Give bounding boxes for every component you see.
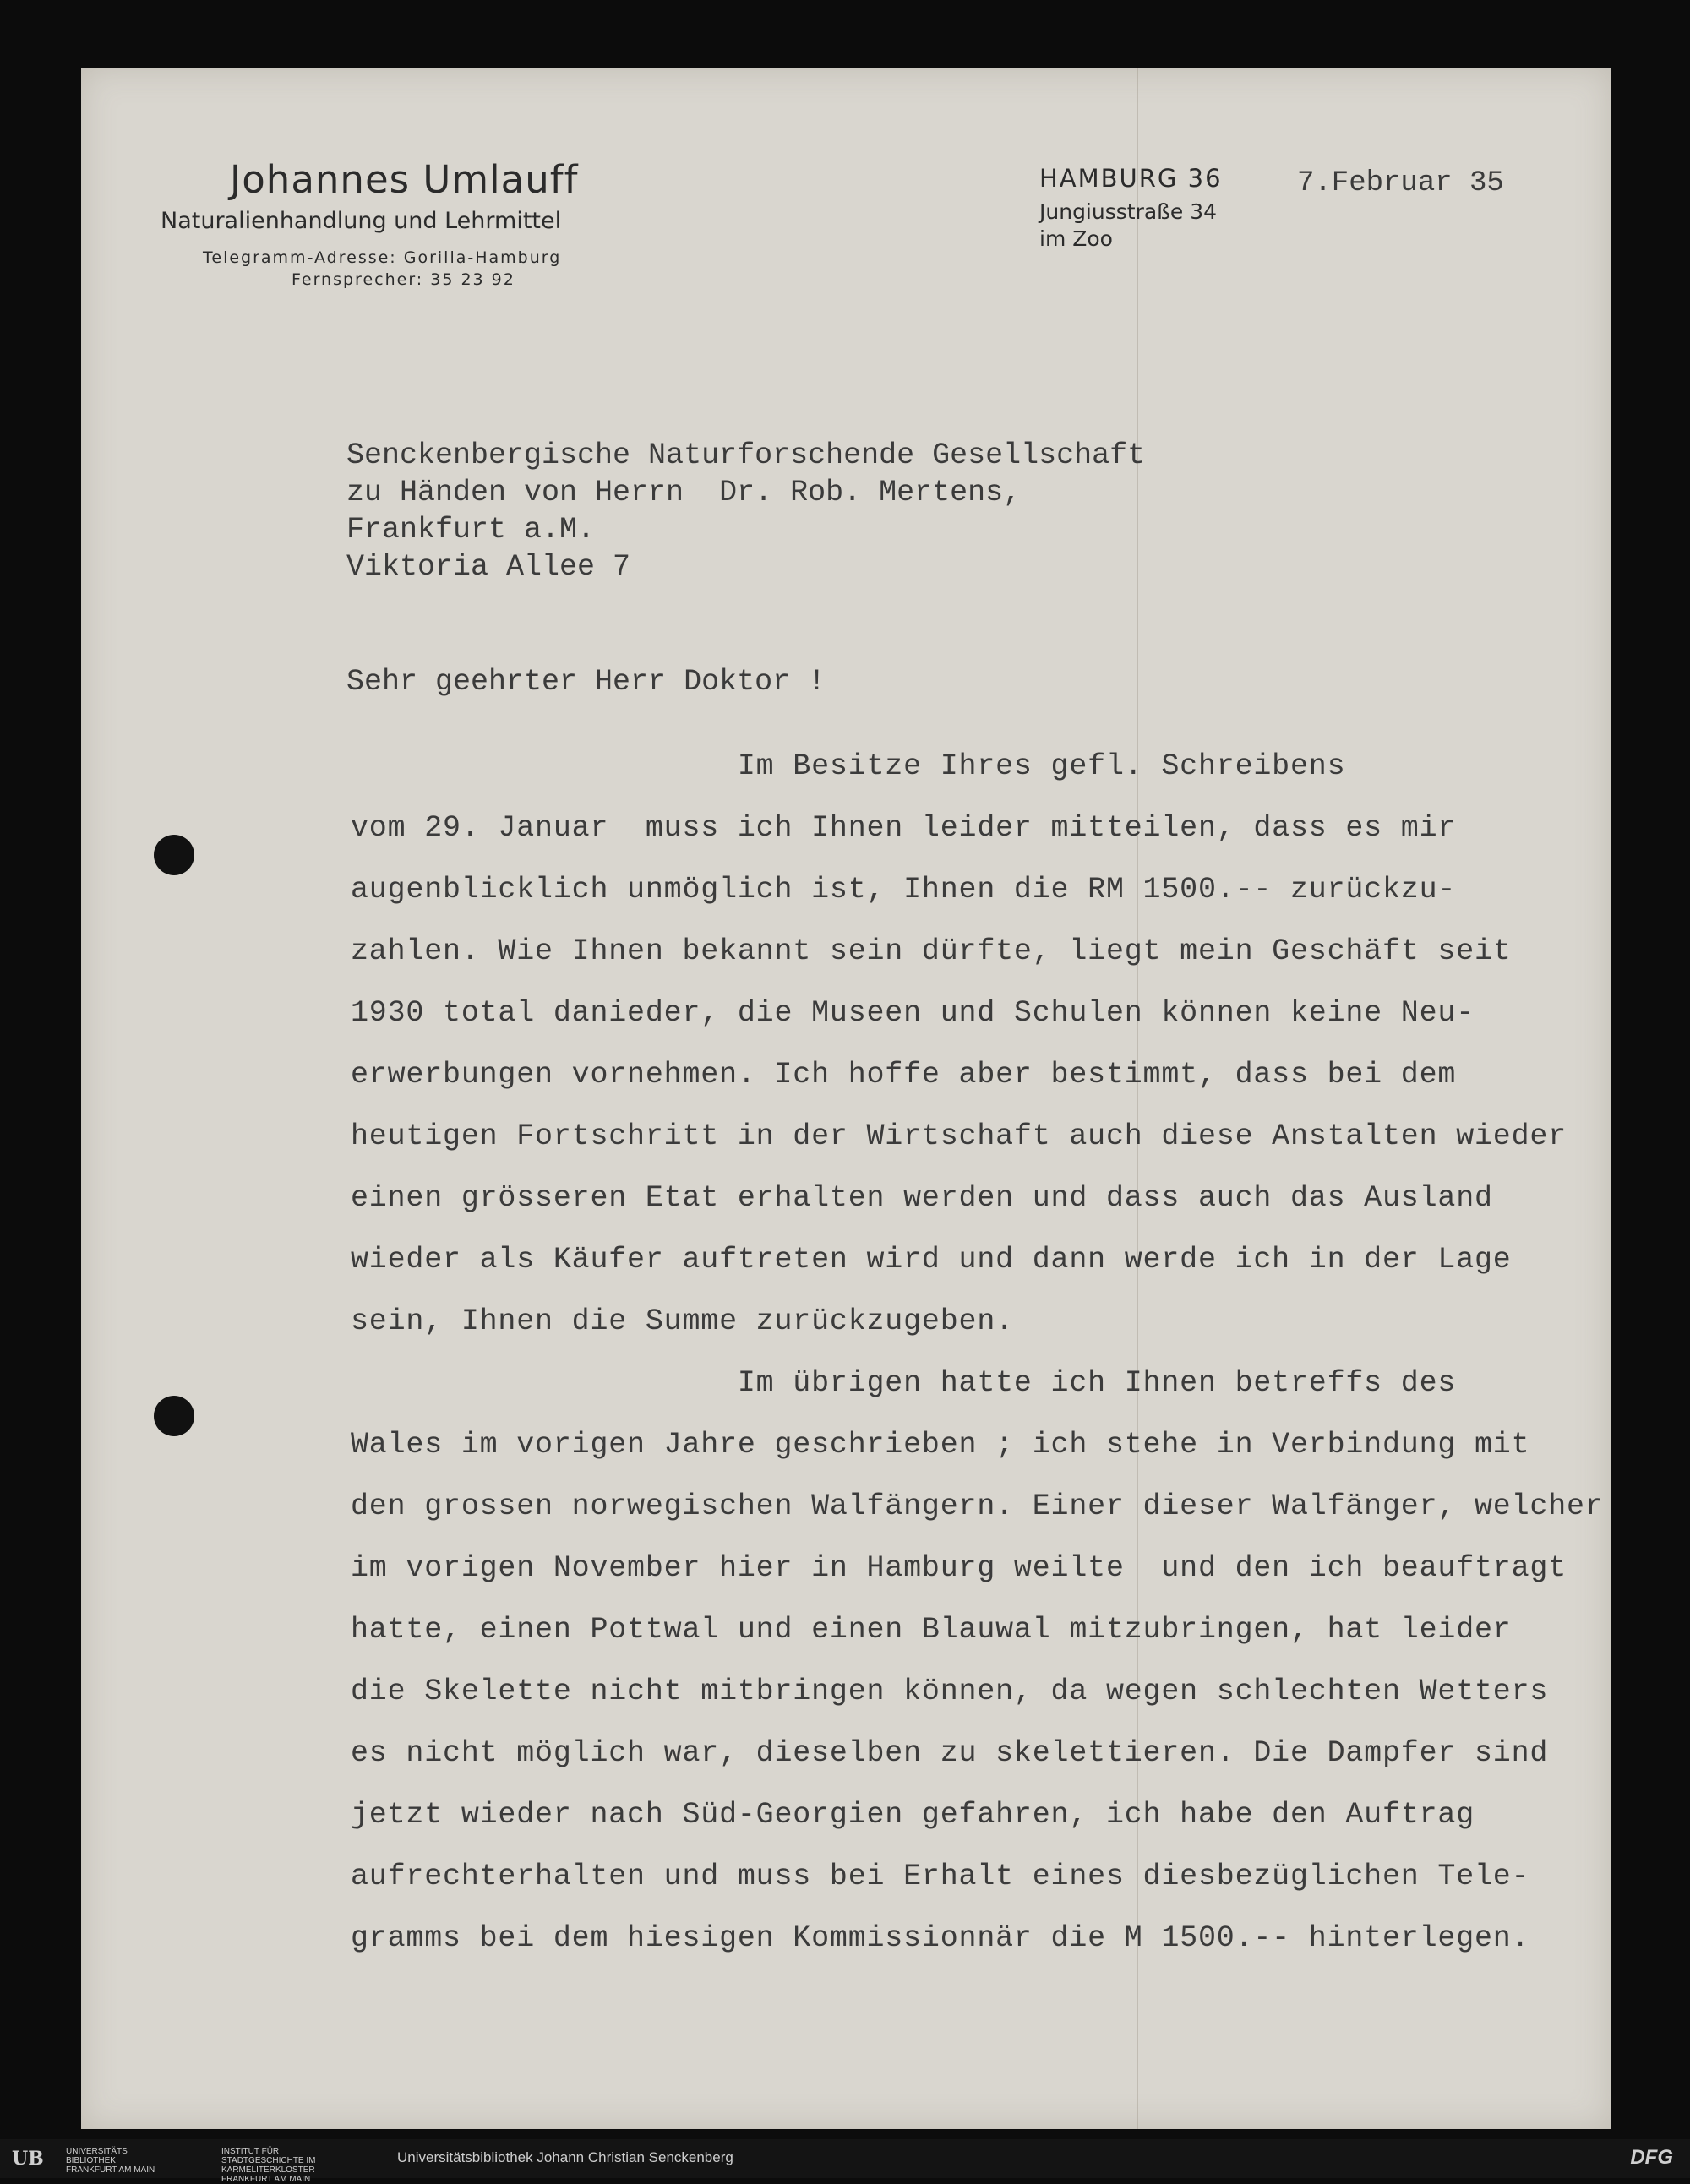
institute-logo-text: INSTITUT FÜR STADTGESCHICHTE IM KARMELITERKLOSTER FRANKFURT AM MAIN <box>221 2147 316 2184</box>
body-line: Wales im vorigen Jahre geschrieben ; ich stehe in Verbindung mit <box>351 1428 1530 1462</box>
letterhead-subtitle: Naturalienhandlung und Lehrmittel <box>161 208 562 234</box>
body-line: wieder als Käufer auftreten wird und dann werde ich in der Lage <box>351 1243 1512 1277</box>
body-line: die Skelette nicht mitbringen können, da wegen schlechten Wetters <box>351 1675 1549 1708</box>
archive-footer <box>0 2139 1690 2184</box>
body-line: augenblicklich unmöglich ist, Ihnen die RM 1500.-- zurückzu- <box>351 873 1457 907</box>
letter-date: 7.Februar 35 <box>1297 167 1504 199</box>
body-line: einen grösseren Etat erhalten werden und dass auch das Ausland <box>351 1181 1493 1215</box>
body-line: jetzt wieder nach Süd-Georgien gefahren, ich habe den Auftrag <box>351 1798 1475 1832</box>
punch-hole-top <box>154 835 194 875</box>
body-line: 1930 total danieder, die Museen und Schulen können keine Neu- <box>351 996 1475 1030</box>
body-line: vom 29. Januar muss ich Ihnen leider mitteilen, dass es mir <box>351 811 1457 845</box>
body-line: erwerbungen vornehmen. Ich hoffe aber bestimmt, dass bei dem <box>351 1058 1457 1092</box>
body-line: den grossen norwegischen Walfängern. Einer dieser Walfänger, welcher <box>351 1490 1604 1523</box>
body-line: aufrechterhalten und muss bei Erhalt eines diesbezüglichen Tele- <box>351 1860 1530 1893</box>
ub-logo: UB <box>12 2148 44 2170</box>
letterhead-phone: Fernsprecher: 35 23 92 <box>292 270 515 289</box>
recipient-line: Frankfurt a.M. <box>346 513 596 547</box>
body-line: im vorigen November hier in Hamburg weilte und den ich beauftragt <box>351 1551 1567 1585</box>
ub-logo-text: UNIVERSITÄTS BIBLIOTHEK FRANKFURT AM MAIN <box>66 2147 155 2175</box>
letterhead-telegram: Telegramm-Adresse: Gorilla-Hamburg <box>203 248 562 267</box>
letterhead-name: Johannes Umlauff <box>230 157 579 202</box>
letterhead-zoo: im Zoo <box>1039 226 1113 251</box>
library-name: Universitätsbibliothek Johann Christian Senckenberg <box>397 2149 733 2165</box>
body-line: es nicht möglich war, dieselben zu skelettieren. Die Dampfer sind <box>351 1736 1549 1770</box>
body-line: Im übrigen hatte ich Ihnen betreffs des <box>351 1366 1457 1400</box>
body-line: hatte, einen Pottwal und einen Blauwal mitzubringen, hat leider <box>351 1613 1512 1647</box>
letterhead-city: HAMBURG 36 <box>1039 164 1223 193</box>
body-line: sein, Ihnen die Summe zurückzugeben. <box>351 1304 1014 1338</box>
body-line: gramms bei dem hiesigen Kommissionnär die M 1500.-- hinterlegen. <box>351 1921 1530 1955</box>
letterhead-street: Jungiusstraße 34 <box>1039 199 1218 224</box>
recipient-line: Senckenbergische Naturforschende Gesellschaft <box>346 438 1146 472</box>
punch-hole-bottom <box>154 1396 194 1436</box>
recipient-line: zu Händen von Herrn Dr. Rob. Mertens, <box>346 476 1022 509</box>
dfg-logo: DFG <box>1630 2146 1673 2169</box>
body-line: heutigen Fortschritt in der Wirtschaft auch diese Anstalten wieder <box>351 1119 1567 1153</box>
recipient-line: Viktoria Allee 7 <box>346 550 631 584</box>
salutation: Sehr geehrter Herr Doktor ! <box>346 665 826 699</box>
body-line: zahlen. Wie Ihnen bekannt sein dürfte, liegt mein Geschäft seit <box>351 934 1512 968</box>
body-line: Im Besitze Ihres gefl. Schreibens <box>351 749 1346 783</box>
